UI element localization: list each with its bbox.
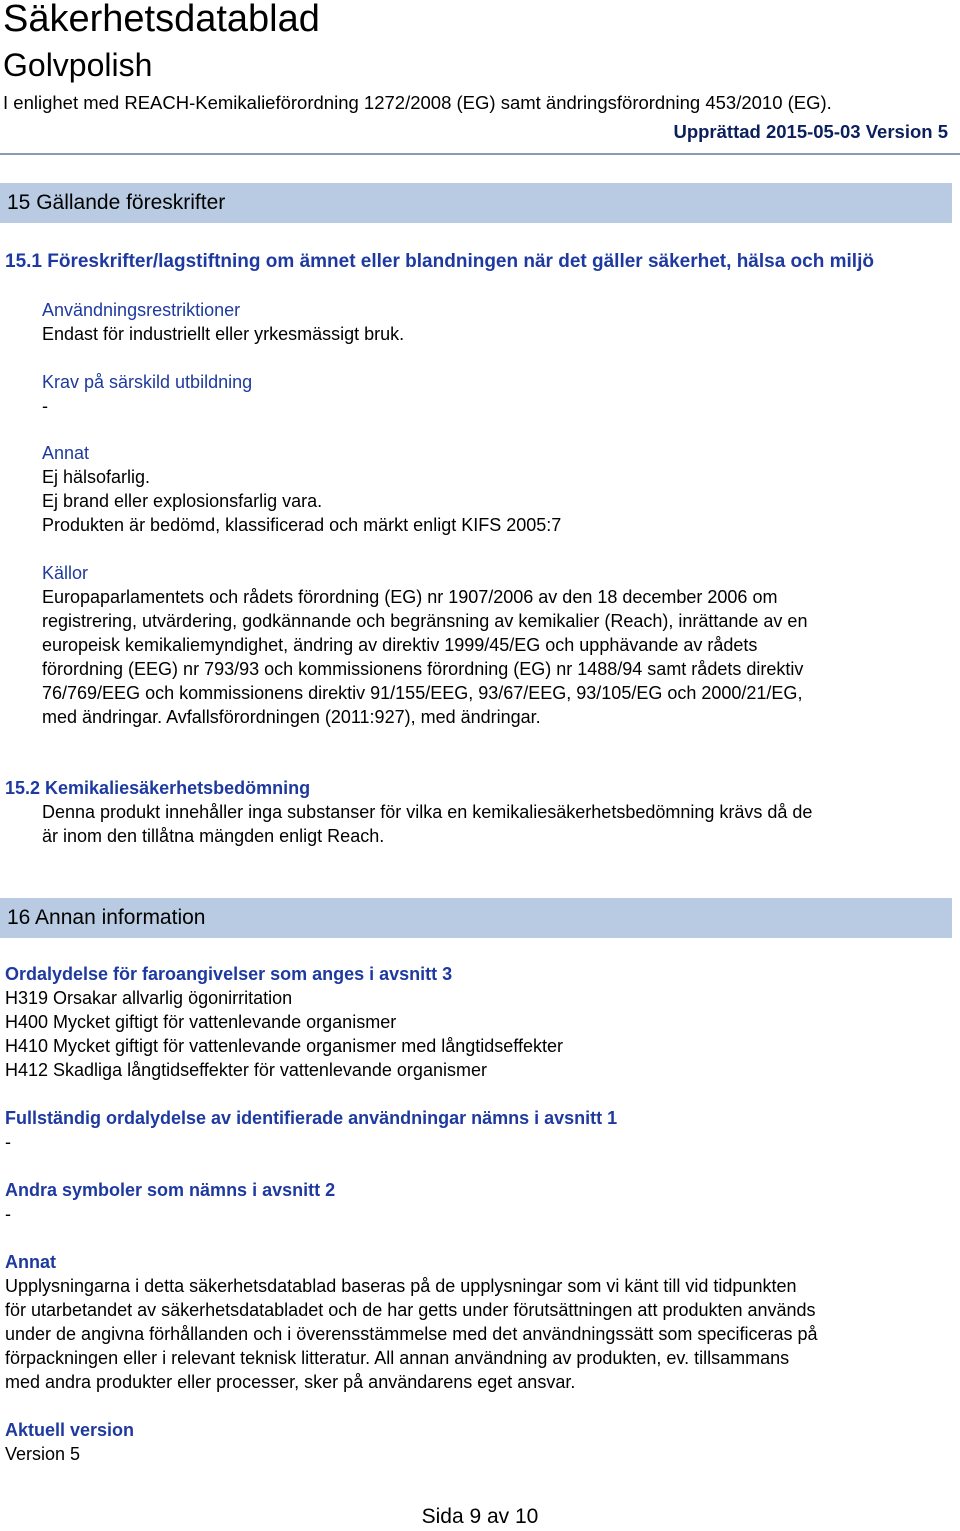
header-divider <box>0 153 960 155</box>
sources-line: Europaparlamentets och rådets förordning (EG) nr 1907/2006 av den 18 december 2006 om <box>42 587 778 607</box>
regulation-line: I enlighet med REACH-Kemikalieförordning 1272/2008 (EG) samt ändringsförordning 453/2010 (EG). <box>3 92 832 113</box>
other-info-line: Upplysningarna i detta säkerhetsdatablad baseras på de upplysningar som vi känt till vid tidpunkten <box>5 1276 797 1296</box>
other-info-line: under de angivna förhållanden och i överensstämmelse med det användningssätt som specificeras på <box>5 1324 818 1344</box>
restrictions-label: Användningsrestriktioner <box>42 300 241 320</box>
symbols-value: - <box>5 1204 11 1224</box>
version-label: Aktuell version <box>5 1420 135 1440</box>
section-16-band <box>0 898 952 938</box>
sources-line: förordning (EEG) nr 793/93 och kommissionens förordning (EG) nr 1488/94 samt rådets direktiv <box>42 659 804 679</box>
section-15-band <box>0 183 952 223</box>
sources-line: med ändringar. Avfallsförordningen (2011:927), med ändringar. <box>42 707 541 727</box>
training-block <box>42 370 252 418</box>
created-version: Upprättad 2015-05-03 Version 5 <box>673 121 948 142</box>
section-16-heading: 16 Annan information <box>7 906 206 929</box>
symbols-block <box>5 1178 335 1226</box>
symbols-label: Andra symboler som nämns i avsnitt 2 <box>5 1180 336 1200</box>
other-info-block <box>5 1250 817 1394</box>
document-title: Säkerhetsdatablad <box>3 0 320 40</box>
section-15-heading: 15 Gällande föreskrifter <box>7 191 226 214</box>
other-line: Produkten är bedömd, klassificerad och märkt enligt KIFS 2005:7 <box>42 515 562 535</box>
product-name: Golvpolish <box>3 47 153 83</box>
chemical-safety-line: Denna produkt innehåller inga substanser för vilka en kemikaliesäkerhetsbedömning krävs då de <box>42 802 813 822</box>
hazard-statement: H412 Skadliga långtidseffekter för vattenlevande organismer <box>5 1060 487 1080</box>
restrictions-block <box>42 298 404 346</box>
other-info-line: för utarbetandet av säkerhetsdatabladet och de har getts under förutsättningen att produkten används <box>5 1300 816 1320</box>
training-value: - <box>42 396 48 416</box>
other-line: Ej hälsofarlig. <box>42 467 151 487</box>
hazard-statement: H400 Mycket giftigt för vattenlevande organismer <box>5 1012 397 1032</box>
training-label: Krav på särskild utbildning <box>42 372 253 392</box>
other-line: Ej brand eller explosionsfarlig vara. <box>42 491 323 511</box>
sources-line: 76/769/EEG och kommissionens direktiv 91/155/EEG, 93/67/EEG, 93/105/EG och 2000/21/EG, <box>42 683 803 703</box>
page-number: Sida 9 av 10 <box>421 1505 539 1528</box>
sources-block <box>42 561 807 729</box>
sources-label: Källor <box>42 563 89 583</box>
sources-line: europeisk kemikaliemyndighet, ändring av direktiv 1999/45/EG och upphävande av rådets <box>42 635 758 655</box>
subsection-15-1-heading: 15.1 Föreskrifter/lagstiftning om ämnet eller blandningen när det gäller säkerhet, hälsa och miljö <box>5 251 874 272</box>
hazard-statement: H319 Orsakar allvarlig ögonirritation <box>5 988 293 1008</box>
version-block <box>5 1418 134 1466</box>
other-label: Annat <box>42 443 90 463</box>
other-info-label: Annat <box>5 1252 56 1272</box>
sources-line: registrering, utvärdering, godkännande och begränsning av kemikalier (Reach), inrättande av en <box>42 611 808 631</box>
other-block <box>42 441 561 537</box>
hazards-block <box>5 962 563 1082</box>
chemical-safety-block <box>42 800 812 848</box>
subsection-15-2-heading: 15.2 Kemikaliesäkerhetsbedömning <box>5 778 311 798</box>
other-info-line: med andra produkter eller processer, sker på användarens eget ansvar. <box>5 1372 576 1392</box>
uses-label: Fullständig ordalydelse av identifierade användningar nämns i avsnitt 1 <box>5 1108 618 1128</box>
uses-block <box>5 1106 617 1154</box>
restrictions-value: Endast för industriellt eller yrkesmässigt bruk. <box>42 324 405 344</box>
version-value: Version 5 <box>5 1444 81 1464</box>
uses-value: - <box>5 1132 11 1152</box>
other-info-line: förpackningen eller i relevant teknisk litteratur. All annan användning av produkten, ev. tillsammans <box>5 1348 790 1368</box>
chemical-safety-line: är inom den tillåtna mängden enligt Reach. <box>42 826 385 846</box>
hazard-statement: H410 Mycket giftigt för vattenlevande organismer med långtidseffekter <box>5 1036 563 1056</box>
hazards-label: Ordalydelse för faroangivelser som anges i avsnitt 3 <box>5 964 453 984</box>
